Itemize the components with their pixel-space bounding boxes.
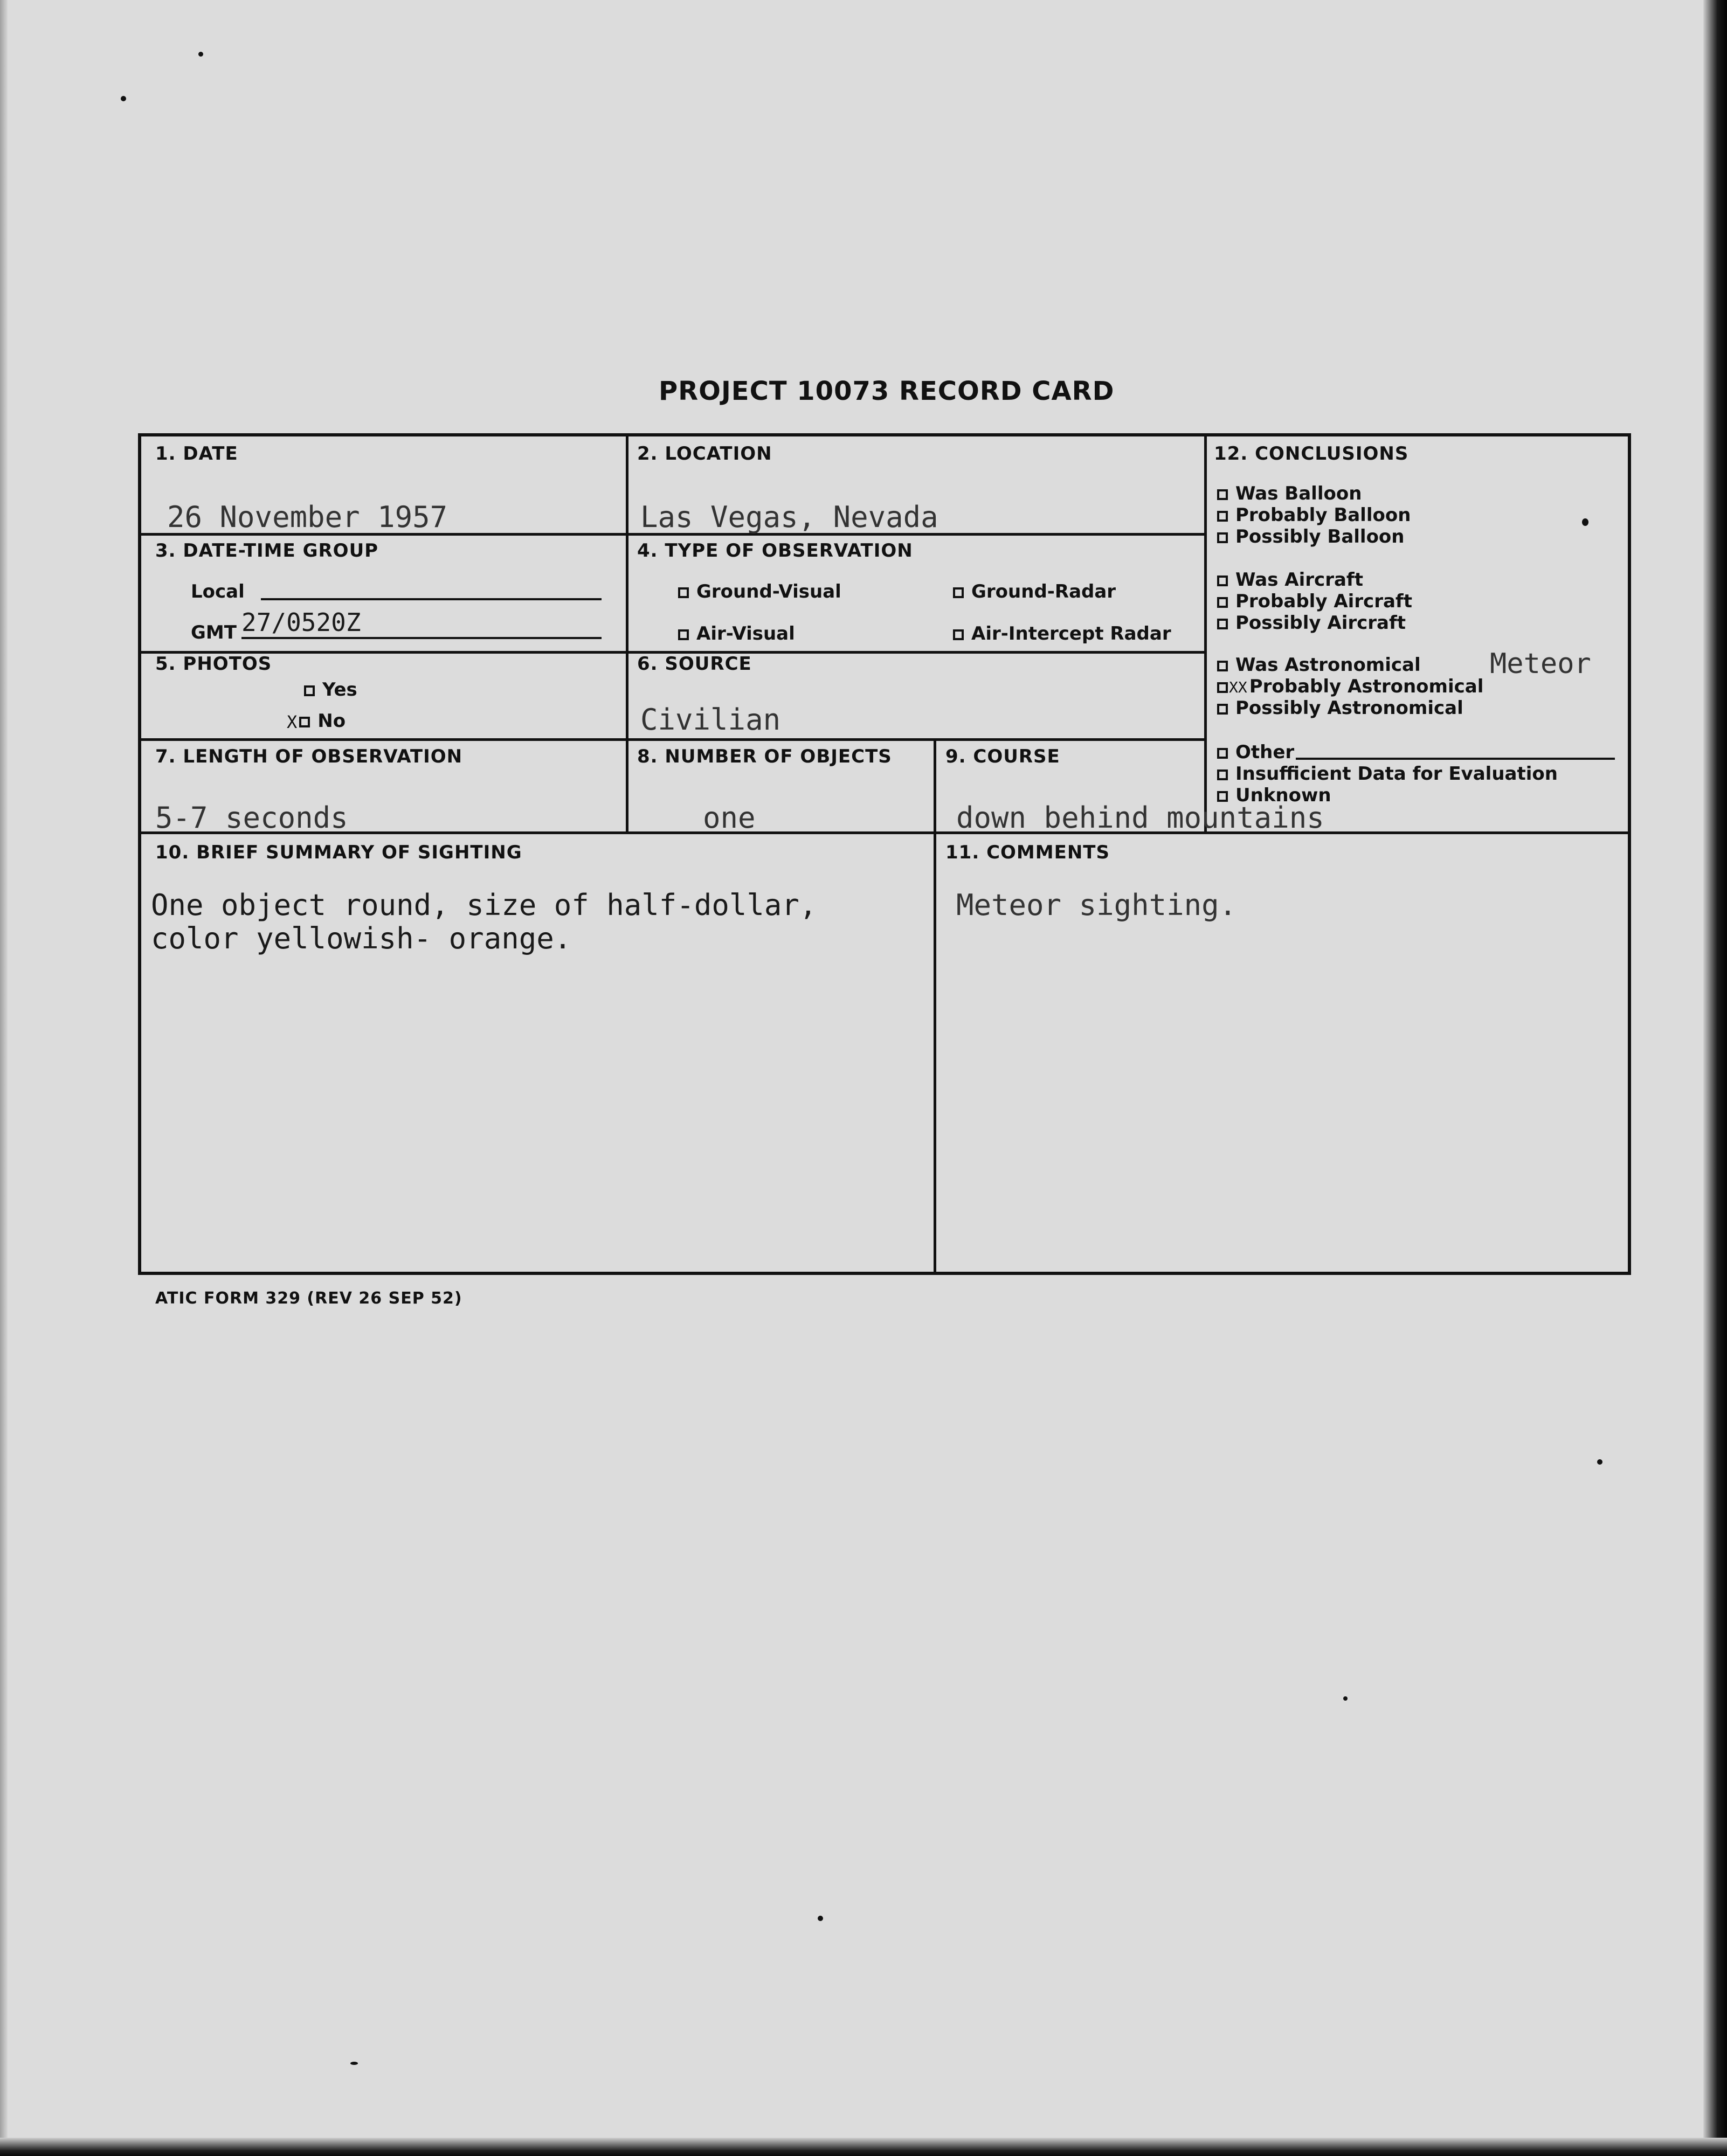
dust-speck <box>818 1916 823 1921</box>
conclusion-other: Other <box>1217 741 1294 763</box>
number-value: one <box>703 801 756 835</box>
checkbox-icon <box>299 717 310 727</box>
type-of-observation-label: 4. TYPE OF OBSERVATION <box>637 540 913 561</box>
source-label: 6. SOURCE <box>637 653 752 675</box>
conclusion-probably-astronomical: XX Probably Astronomical <box>1217 676 1483 697</box>
dust-speck <box>198 52 203 57</box>
date-value: 26 November 1957 <box>167 500 448 534</box>
length-value: 5-7 seconds <box>155 801 348 835</box>
record-card <box>138 433 1631 1275</box>
row-divider <box>141 831 1631 834</box>
astronomical-note: Meteor <box>1490 648 1591 680</box>
checkbox-icon <box>1217 576 1228 586</box>
number-label: 8. NUMBER OF OBJECTS <box>637 746 892 767</box>
dust-speck <box>1597 1459 1602 1465</box>
dust-speck <box>121 96 126 101</box>
checkbox-icon <box>1217 769 1228 780</box>
dust-speck <box>350 2062 358 2065</box>
summary-label: 10. BRIEF SUMMARY OF SIGHTING <box>155 842 522 863</box>
course-label: 9. COURSE <box>945 746 1060 767</box>
checkbox-icon <box>953 587 964 598</box>
film-edge-left <box>0 0 8 2156</box>
gmt-label: GMT <box>191 622 237 643</box>
film-edge-right <box>1703 0 1727 2156</box>
checkbox-icon <box>1217 748 1228 759</box>
conclusions-label: 12. CONCLUSIONS <box>1214 443 1409 465</box>
summary-line-2: color yellowish- orange. <box>151 921 572 955</box>
date-label: 1. DATE <box>155 443 238 465</box>
conclusion-probably-aircraft: Probably Aircraft <box>1217 591 1412 612</box>
other-underline <box>1296 758 1615 760</box>
air-visual-option: Air-Visual <box>678 623 795 644</box>
ground-visual-option: Ground-Visual <box>678 581 841 602</box>
conclusion-possibly-astronomical: Possibly Astronomical <box>1217 697 1463 719</box>
page-title: PROJECT 10073 RECORD CARD <box>659 376 1115 406</box>
conclusion-insufficient-data: Insufficient Data for Evaluation <box>1217 763 1558 785</box>
comments-label: 11. COMMENTS <box>945 842 1110 863</box>
photos-label: 5. PHOTOS <box>155 653 272 675</box>
dust-speck <box>1343 1696 1348 1701</box>
film-edge-bottom <box>0 2138 1727 2156</box>
date-time-group-label: 3. DATE-TIME GROUP <box>155 540 379 561</box>
conclusion-was-astronomical: Was Astronomical <box>1217 654 1421 676</box>
checkbox-icon <box>1217 597 1228 608</box>
checkbox-icon <box>1217 619 1228 629</box>
row-divider <box>141 738 1204 741</box>
location-label: 2. LOCATION <box>637 443 772 465</box>
column-divider <box>1204 436 1207 831</box>
conclusion-was-balloon: Was Balloon <box>1217 483 1362 504</box>
checkbox-icon <box>1217 682 1228 693</box>
gmt-underline <box>241 637 602 639</box>
comments-value: Meteor sighting. <box>956 888 1237 922</box>
gmt-value: 27/0520Z <box>241 608 361 637</box>
checkbox-icon <box>1217 791 1228 802</box>
source-value: Civilian <box>640 703 781 737</box>
local-label: Local <box>191 581 245 602</box>
checkbox-icon <box>678 629 689 640</box>
conclusion-probably-balloon: Probably Balloon <box>1217 504 1411 526</box>
checkbox-icon <box>304 685 315 696</box>
form-number: ATIC FORM 329 (REV 26 SEP 52) <box>155 1289 462 1308</box>
conclusion-was-aircraft: Was Aircraft <box>1217 569 1363 591</box>
local-underline <box>261 598 602 600</box>
summary-line-1: One object round, size of half-dollar, <box>151 888 817 922</box>
checkbox-icon <box>953 629 964 640</box>
checkbox-icon <box>1217 532 1228 543</box>
conclusion-unknown: Unknown <box>1217 785 1331 806</box>
conclusion-possibly-aircraft: Possibly Aircraft <box>1217 612 1406 634</box>
photos-no-option: X No <box>287 710 346 732</box>
photos-yes-option: Yes <box>304 679 357 701</box>
checkbox-icon <box>678 587 689 598</box>
length-label: 7. LENGTH OF OBSERVATION <box>155 746 463 767</box>
checkbox-icon <box>1217 511 1228 522</box>
air-intercept-radar-option: Air-Intercept Radar <box>953 623 1171 644</box>
conclusion-possibly-balloon: Possibly Balloon <box>1217 526 1405 547</box>
checkbox-icon <box>1217 704 1228 715</box>
column-divider <box>626 738 628 831</box>
checkbox-icon <box>1217 489 1228 500</box>
ground-radar-option: Ground-Radar <box>953 581 1116 602</box>
location-value: Las Vegas, Nevada <box>640 500 938 534</box>
course-value: down behind mountains <box>956 801 1324 835</box>
checkbox-icon <box>1217 661 1228 671</box>
column-divider <box>934 738 936 1275</box>
